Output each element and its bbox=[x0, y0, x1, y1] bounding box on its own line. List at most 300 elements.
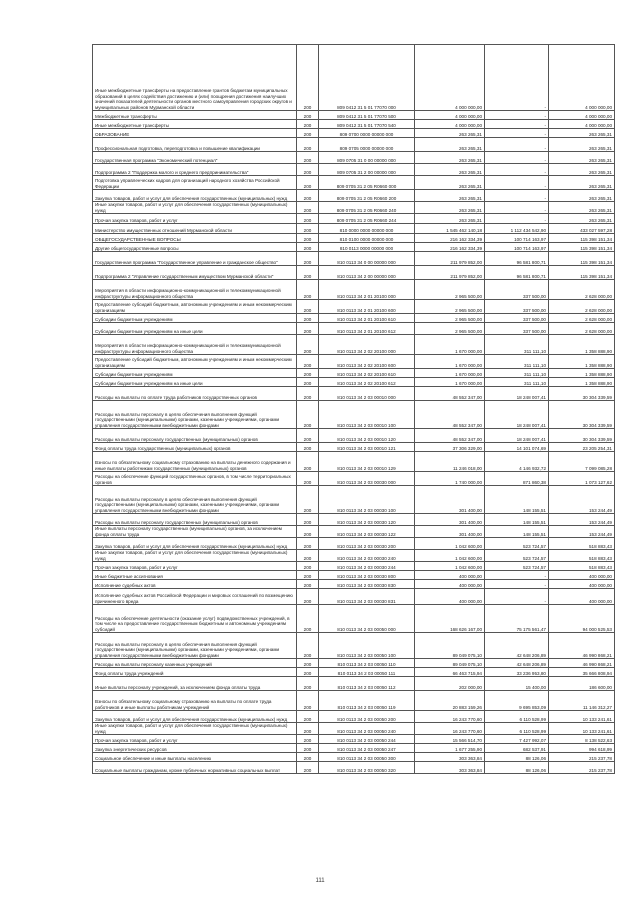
row-unexecuted-amount: 7 099 085,28 bbox=[549, 452, 615, 472]
row-approved-amount: 263 265,31 bbox=[415, 176, 485, 190]
row-code: 200 bbox=[297, 753, 319, 762]
row-name: Министерство имущественных отношений Мурманской области bbox=[93, 224, 297, 234]
table-row bbox=[93, 111, 615, 120]
row-budget-code: 810 0113 34 2 02 20100 612 bbox=[319, 378, 415, 387]
table-row bbox=[93, 323, 615, 335]
row-approved-amount: 48 552 347,00 bbox=[415, 401, 485, 429]
table-row bbox=[93, 266, 615, 280]
row-name: Государственная программа "Экономический потенциал" bbox=[93, 152, 297, 164]
row-name: Межбюджетные трансферты bbox=[93, 111, 297, 120]
row-unexecuted-amount: 1 358 888,90 bbox=[549, 335, 615, 355]
row-unexecuted-amount: 433 027 597,28 bbox=[549, 224, 615, 234]
row-unexecuted-amount: 35 666 808,94 bbox=[549, 668, 615, 677]
row-executed-amount: 1 112 434 542,90 bbox=[485, 224, 549, 234]
row-name: Предоставление субсидий бюджетным, автономным учреждениям и иным некоммерческим организациям bbox=[93, 300, 297, 314]
row-name: Субсидии бюджетным учреждениям на иные цели bbox=[93, 323, 297, 335]
row-approved-amount: 37 306 329,00 bbox=[415, 443, 485, 452]
row-executed-amount: 42 648 206,89 bbox=[485, 659, 549, 668]
table-row bbox=[93, 753, 615, 762]
row-executed-amount: 523 724,57 bbox=[485, 562, 549, 571]
row-name: Расходы на выплаты персоналу в целях обеспечения выполнения функций государственными (муниципальными) органами, казенными учреждениями, органами управления государственными внебюджетными фондами bbox=[93, 401, 297, 429]
table-row bbox=[93, 387, 615, 401]
row-code: 200 bbox=[297, 538, 319, 550]
row-code: 200 bbox=[297, 129, 319, 138]
row-executed-amount: 6 110 528,99 bbox=[485, 711, 549, 723]
row-name: Иные межбюджетные трансферты на предоставление грантов бюджетам муниципальных образований в целях содействия достижению и (или) поощрения достижения наилучших значений показателей деятельности органов местного самоуправления городских округов и муниципальных районов Мурманской области bbox=[93, 45, 297, 111]
row-code: 200 bbox=[297, 243, 319, 252]
row-code: 200 bbox=[297, 677, 319, 691]
row-unexecuted-amount: 263 265,31 bbox=[549, 176, 615, 190]
row-unexecuted-amount: 400 000,00 bbox=[549, 580, 615, 589]
row-approved-amount: 2 965 500,00 bbox=[415, 300, 485, 314]
row-code: 200 bbox=[297, 280, 319, 300]
row-unexecuted-amount: 400 000,00 bbox=[549, 589, 615, 605]
table-row bbox=[93, 300, 615, 314]
row-code: 200 bbox=[297, 711, 319, 723]
row-name: Иные межбюджетные трансферты bbox=[93, 120, 297, 129]
row-approved-amount: 4 000 000,00 bbox=[415, 111, 485, 120]
row-name: Субсидии бюджетным учреждениям bbox=[93, 314, 297, 323]
row-code: 200 bbox=[297, 300, 319, 314]
row-budget-code: 810 0113 34 2 03 00050 200 bbox=[319, 711, 415, 723]
row-budget-code: 810 0113 34 2 00 00000 000 bbox=[319, 266, 415, 280]
row-executed-amount: 311 111,10 bbox=[485, 369, 549, 378]
row-budget-code: 809 0412 31 5 01 77070 500 bbox=[319, 111, 415, 120]
row-code: 200 bbox=[297, 152, 319, 164]
table-row bbox=[93, 633, 615, 659]
row-name: Закупка товаров, работ и услуг для обеспечения государственных (муниципальных) нужд bbox=[93, 190, 297, 202]
row-code: 200 bbox=[297, 633, 319, 659]
row-approved-amount: 2 965 500,00 bbox=[415, 323, 485, 335]
row-approved-amount: 301 400,00 bbox=[415, 526, 485, 538]
row-executed-amount: 15 400,00 bbox=[485, 677, 549, 691]
row-code: 200 bbox=[297, 486, 319, 514]
row-executed-amount: 148 155,51 bbox=[485, 526, 549, 538]
row-approved-amount: 89 049 075,10 bbox=[415, 633, 485, 659]
row-unexecuted-amount: 186 600,00 bbox=[549, 677, 615, 691]
row-budget-code: 809 0412 31 5 01 77070 000 bbox=[319, 45, 415, 111]
row-name: Исполнение судебных актов bbox=[93, 580, 297, 589]
budget-table bbox=[92, 44, 615, 774]
row-code: 200 bbox=[297, 224, 319, 234]
row-approved-amount: 303 363,84 bbox=[415, 753, 485, 762]
table-row bbox=[93, 176, 615, 190]
row-unexecuted-amount: 115 398 151,34 bbox=[549, 243, 615, 252]
row-executed-amount: - bbox=[485, 571, 549, 580]
row-code: 200 bbox=[297, 45, 319, 111]
row-executed-amount: - bbox=[485, 164, 549, 176]
row-approved-amount: 211 979 852,00 bbox=[415, 252, 485, 266]
row-budget-code: 810 0113 34 2 03 00050 000 bbox=[319, 605, 415, 633]
row-budget-code: 810 0113 34 2 03 00030 800 bbox=[319, 571, 415, 580]
row-executed-amount: 148 155,51 bbox=[485, 514, 549, 526]
row-approved-amount: 89 049 075,10 bbox=[415, 659, 485, 668]
row-executed-amount: 18 248 007,41 bbox=[485, 387, 549, 401]
row-name: Иные бюджетные ассигнования bbox=[93, 571, 297, 580]
row-code: 200 bbox=[297, 252, 319, 266]
row-approved-amount: 1 670 000,00 bbox=[415, 355, 485, 369]
row-executed-amount: 14 101 074,69 bbox=[485, 443, 549, 452]
row-executed-amount: - bbox=[485, 45, 549, 111]
row-unexecuted-amount: 4 000 000,00 bbox=[549, 45, 615, 111]
row-unexecuted-amount: 11 146 312,27 bbox=[549, 691, 615, 711]
row-executed-amount: 96 581 800,71 bbox=[485, 266, 549, 280]
row-name: Расходы на выплаты персоналу казенных учреждений bbox=[93, 659, 297, 668]
row-name: Иные закупки товаров, работ и услуг для обеспечения государственных (муниципальных) нужд bbox=[93, 202, 297, 214]
row-unexecuted-amount: 8 138 522,63 bbox=[549, 735, 615, 744]
row-budget-code: 810 0113 34 0 00 00000 000 bbox=[319, 252, 415, 266]
table-row bbox=[93, 443, 615, 452]
table-row bbox=[93, 452, 615, 472]
table-row bbox=[93, 589, 615, 605]
row-name: Расходы на обеспечение функций государственных органов, в том числе территориальных органов bbox=[93, 472, 297, 486]
row-name: Фонд оплаты труда учреждений bbox=[93, 668, 297, 677]
row-budget-code: 810 0113 0000 00000 000 bbox=[319, 243, 415, 252]
row-unexecuted-amount: 4 000 000,00 bbox=[549, 120, 615, 129]
row-unexecuted-amount: 153 244,49 bbox=[549, 526, 615, 538]
table-row bbox=[93, 401, 615, 429]
row-unexecuted-amount: 994 618,99 bbox=[549, 744, 615, 753]
row-approved-amount: 263 265,31 bbox=[415, 129, 485, 138]
row-approved-amount: 16 243 770,60 bbox=[415, 711, 485, 723]
row-code: 200 bbox=[297, 369, 319, 378]
table-row bbox=[93, 550, 615, 562]
row-approved-amount: 1 670 000,00 bbox=[415, 369, 485, 378]
table-row bbox=[93, 378, 615, 387]
table-row bbox=[93, 538, 615, 550]
row-code: 200 bbox=[297, 378, 319, 387]
row-unexecuted-amount: 2 628 000,00 bbox=[549, 314, 615, 323]
row-name: Предоставление субсидий бюджетным, автономным учреждениям и иным некоммерческим организациям bbox=[93, 355, 297, 369]
row-name: ОБЩЕГОСУДАРСТВЕННЫЕ ВОПРОСЫ bbox=[93, 234, 297, 243]
table-row bbox=[93, 526, 615, 538]
row-name: Прочая закупка товаров, работ и услуг bbox=[93, 562, 297, 571]
row-name: Расходы на выплаты персоналу в целях обеспечения выполнения функций государственными (муниципальными) органами, казенными учреждениями, органами управления государственными внебюджетными фондами bbox=[93, 633, 297, 659]
row-budget-code: 809 0705 31 2 05 R0660 240 bbox=[319, 202, 415, 214]
row-code: 200 bbox=[297, 335, 319, 355]
row-unexecuted-amount: 46 990 868,21 bbox=[549, 633, 615, 659]
row-budget-code: 810 0113 34 2 03 00050 112 bbox=[319, 677, 415, 691]
row-unexecuted-amount: 23 205 254,31 bbox=[549, 443, 615, 452]
row-name: Исполнение судебных актов Российской Федерации и мировых соглашений по возмещению причиненного вреда bbox=[93, 589, 297, 605]
row-unexecuted-amount: 153 244,49 bbox=[549, 486, 615, 514]
row-budget-code: 810 0113 34 2 03 00010 121 bbox=[319, 443, 415, 452]
row-code: 200 bbox=[297, 355, 319, 369]
row-name: Прочая закупка товаров, работ и услуг bbox=[93, 214, 297, 224]
row-name: Подпрограмма 2 "Поддержка малого и среднего предпринимательства" bbox=[93, 164, 297, 176]
row-code: 200 bbox=[297, 214, 319, 224]
row-budget-code: 810 0113 34 2 03 00050 110 bbox=[319, 659, 415, 668]
row-approved-amount: 2 965 500,00 bbox=[415, 280, 485, 300]
row-executed-amount: 337 500,00 bbox=[485, 300, 549, 314]
row-executed-amount: - bbox=[485, 152, 549, 164]
row-executed-amount: - bbox=[485, 111, 549, 120]
row-unexecuted-amount: 263 265,31 bbox=[549, 202, 615, 214]
row-approved-amount: 202 000,00 bbox=[415, 677, 485, 691]
table-row bbox=[93, 571, 615, 580]
row-unexecuted-amount: 263 265,31 bbox=[549, 152, 615, 164]
row-budget-code: 810 0113 34 2 03 00030 122 bbox=[319, 526, 415, 538]
row-code: 200 bbox=[297, 266, 319, 280]
row-name: Иные закупки товаров, работ и услуг для обеспечения государственных (муниципальных) нужд bbox=[93, 550, 297, 562]
row-executed-amount: 4 146 932,72 bbox=[485, 452, 549, 472]
row-executed-amount: 42 648 206,89 bbox=[485, 633, 549, 659]
row-budget-code: 810 0100 0000 00000 000 bbox=[319, 234, 415, 243]
row-code: 200 bbox=[297, 735, 319, 744]
row-code: 200 bbox=[297, 589, 319, 605]
row-executed-amount: - bbox=[485, 190, 549, 202]
row-code: 200 bbox=[297, 723, 319, 735]
table-row bbox=[93, 243, 615, 252]
row-budget-code: 810 0113 34 2 03 00010 120 bbox=[319, 429, 415, 443]
row-approved-amount: 4 000 000,00 bbox=[415, 45, 485, 111]
row-approved-amount: 48 552 347,00 bbox=[415, 387, 485, 401]
row-approved-amount: 263 265,31 bbox=[415, 152, 485, 164]
row-executed-amount: - bbox=[485, 214, 549, 224]
table-row bbox=[93, 723, 615, 735]
row-executed-amount: 75 175 561,47 bbox=[485, 605, 549, 633]
row-name: Профессиональная подготовка, переподготовка и повышение квалификации bbox=[93, 138, 297, 152]
table-row bbox=[93, 129, 615, 138]
row-budget-code: 809 0412 31 5 01 77070 540 bbox=[319, 120, 415, 129]
row-code: 200 bbox=[297, 514, 319, 526]
row-budget-code: 810 0113 34 2 03 00030 120 bbox=[319, 514, 415, 526]
row-approved-amount: 400 000,00 bbox=[415, 580, 485, 589]
row-name: Расходы на обеспечение деятельности (оказание услуг) подведомственных учреждений, в том числе на предоставление государственным бюджетным и автономным учреждениям субсидий bbox=[93, 605, 297, 633]
row-executed-amount: - bbox=[485, 589, 549, 605]
table-row bbox=[93, 429, 615, 443]
row-executed-amount: 96 581 800,71 bbox=[485, 252, 549, 266]
row-approved-amount: 20 883 159,26 bbox=[415, 691, 485, 711]
row-executed-amount: 148 155,51 bbox=[485, 486, 549, 514]
row-budget-code: 810 0113 34 2 02 20100 610 bbox=[319, 369, 415, 378]
row-code: 200 bbox=[297, 605, 319, 633]
table-row bbox=[93, 152, 615, 164]
row-executed-amount: 337 500,00 bbox=[485, 280, 549, 300]
table-row bbox=[93, 472, 615, 486]
row-approved-amount: 11 246 018,00 bbox=[415, 452, 485, 472]
row-name: Закупка товаров, работ и услуг для обеспечения государственных (муниципальных) нужд bbox=[93, 711, 297, 723]
row-unexecuted-amount: 115 398 151,34 bbox=[549, 252, 615, 266]
row-code: 200 bbox=[297, 744, 319, 753]
row-name: Фонд оплаты труда государственных (муниципальных) органов bbox=[93, 443, 297, 452]
row-approved-amount: 168 626 167,00 bbox=[415, 605, 485, 633]
row-code: 200 bbox=[297, 176, 319, 190]
row-code: 200 bbox=[297, 401, 319, 429]
row-unexecuted-amount: 30 304 339,59 bbox=[549, 401, 615, 429]
row-approved-amount: 216 162 334,39 bbox=[415, 234, 485, 243]
table-row bbox=[93, 335, 615, 355]
row-code: 200 bbox=[297, 668, 319, 677]
row-budget-code: 810 0113 34 2 03 00010 100 bbox=[319, 401, 415, 429]
row-budget-code: 810 0113 34 2 03 00050 247 bbox=[319, 744, 415, 753]
row-executed-amount: 9 695 853,09 bbox=[485, 691, 549, 711]
table-row bbox=[93, 202, 615, 214]
row-executed-amount: 33 236 953,80 bbox=[485, 668, 549, 677]
row-executed-amount: - bbox=[485, 120, 549, 129]
row-executed-amount: - bbox=[485, 129, 549, 138]
row-code: 200 bbox=[297, 138, 319, 152]
table-row bbox=[93, 252, 615, 266]
row-executed-amount: 523 724,57 bbox=[485, 538, 549, 550]
row-unexecuted-amount: 400 000,00 bbox=[549, 571, 615, 580]
row-budget-code: 810 0113 34 2 01 20100 612 bbox=[319, 323, 415, 335]
row-budget-code: 810 0113 34 2 03 00030 244 bbox=[319, 562, 415, 571]
row-code: 200 bbox=[297, 571, 319, 580]
row-code: 200 bbox=[297, 190, 319, 202]
row-approved-amount: 1 670 000,00 bbox=[415, 378, 485, 387]
row-budget-code: 810 0113 34 2 02 20100 600 bbox=[319, 355, 415, 369]
row-budget-code: 810 0113 34 2 03 00010 129 bbox=[319, 452, 415, 472]
row-approved-amount: 263 265,31 bbox=[415, 202, 485, 214]
row-unexecuted-amount: 46 990 868,21 bbox=[549, 659, 615, 668]
table-row bbox=[93, 711, 615, 723]
table-row bbox=[93, 744, 615, 753]
row-unexecuted-amount: 153 244,49 bbox=[549, 514, 615, 526]
row-executed-amount: 88 126,06 bbox=[485, 762, 549, 774]
row-unexecuted-amount: 518 883,43 bbox=[549, 550, 615, 562]
row-budget-code: 810 0113 34 2 03 00030 000 bbox=[319, 472, 415, 486]
row-approved-amount: 1 545 462 140,18 bbox=[415, 224, 485, 234]
row-executed-amount: - bbox=[485, 138, 549, 152]
row-budget-code: 810 0113 34 2 01 20100 000 bbox=[319, 280, 415, 300]
row-approved-amount: 66 463 715,94 bbox=[415, 668, 485, 677]
row-name: Закупка энергетических ресурсов bbox=[93, 744, 297, 753]
row-approved-amount: 400 000,00 bbox=[415, 589, 485, 605]
table-row bbox=[93, 605, 615, 633]
row-unexecuted-amount: 10 133 241,61 bbox=[549, 723, 615, 735]
row-name: ОБРАЗОВАНИЕ bbox=[93, 129, 297, 138]
row-code: 200 bbox=[297, 164, 319, 176]
row-budget-code: 809 0705 31 2 00 00000 000 bbox=[319, 164, 415, 176]
row-executed-amount: - bbox=[485, 176, 549, 190]
row-unexecuted-amount: 4 000 000,00 bbox=[549, 111, 615, 120]
row-code: 200 bbox=[297, 429, 319, 443]
row-approved-amount: 211 979 852,00 bbox=[415, 266, 485, 280]
table-row bbox=[93, 214, 615, 224]
row-executed-amount: - bbox=[485, 580, 549, 589]
row-approved-amount: 263 265,31 bbox=[415, 190, 485, 202]
table-row bbox=[93, 735, 615, 744]
row-executed-amount: 337 500,00 bbox=[485, 323, 549, 335]
row-executed-amount: 7 427 992,07 bbox=[485, 735, 549, 744]
row-code: 200 bbox=[297, 111, 319, 120]
row-code: 200 bbox=[297, 443, 319, 452]
row-budget-code: 809 0705 31 2 05 R0660 244 bbox=[319, 214, 415, 224]
row-budget-code: 810 0113 34 2 03 00030 830 bbox=[319, 580, 415, 589]
row-unexecuted-amount: 1 358 888,90 bbox=[549, 369, 615, 378]
row-unexecuted-amount: 518 883,43 bbox=[549, 538, 615, 550]
row-approved-amount: 301 400,00 bbox=[415, 486, 485, 514]
table-row bbox=[93, 138, 615, 152]
table-row bbox=[93, 562, 615, 571]
row-code: 200 bbox=[297, 452, 319, 472]
row-approved-amount: 4 000 000,00 bbox=[415, 120, 485, 129]
row-executed-amount: 100 714 163,97 bbox=[485, 243, 549, 252]
row-unexecuted-amount: 263 265,31 bbox=[549, 190, 615, 202]
table-row bbox=[93, 355, 615, 369]
table-row bbox=[93, 762, 615, 774]
row-budget-code: 810 0113 34 2 01 20100 610 bbox=[319, 314, 415, 323]
row-unexecuted-amount: 263 265,31 bbox=[549, 164, 615, 176]
row-budget-code: 810 0113 34 2 03 00030 100 bbox=[319, 486, 415, 514]
row-unexecuted-amount: 115 398 151,34 bbox=[549, 234, 615, 243]
table-row bbox=[93, 691, 615, 711]
row-approved-amount: 2 965 500,00 bbox=[415, 314, 485, 323]
row-code: 200 bbox=[297, 387, 319, 401]
row-unexecuted-amount: 30 304 339,59 bbox=[549, 387, 615, 401]
row-approved-amount: 1 042 600,00 bbox=[415, 550, 485, 562]
row-executed-amount: 311 111,10 bbox=[485, 335, 549, 355]
row-name: Социальные выплаты гражданам, кроме публичных нормативных социальных выплат bbox=[93, 762, 297, 774]
row-name: Другие общегосударственные вопросы bbox=[93, 243, 297, 252]
row-unexecuted-amount: 518 883,43 bbox=[549, 562, 615, 571]
row-unexecuted-amount: 263 265,31 bbox=[549, 138, 615, 152]
row-budget-code: 810 0113 34 2 03 00050 111 bbox=[319, 668, 415, 677]
table-row bbox=[93, 668, 615, 677]
row-unexecuted-amount: 115 398 151,34 bbox=[549, 266, 615, 280]
row-unexecuted-amount: 215 237,78 bbox=[549, 762, 615, 774]
row-name: Прочая закупка товаров, работ и услуг bbox=[93, 735, 297, 744]
row-budget-code: 810 0113 34 2 03 00050 240 bbox=[319, 723, 415, 735]
row-approved-amount: 48 552 347,00 bbox=[415, 429, 485, 443]
row-approved-amount: 263 265,31 bbox=[415, 138, 485, 152]
table-row bbox=[93, 224, 615, 234]
row-approved-amount: 1 042 600,00 bbox=[415, 538, 485, 550]
row-executed-amount: 871 860,38 bbox=[485, 472, 549, 486]
row-approved-amount: 216 162 334,39 bbox=[415, 243, 485, 252]
row-budget-code: 810 0113 34 2 03 00030 831 bbox=[319, 589, 415, 605]
row-name: Расходы на выплаты по оплате труда работников государственных органов bbox=[93, 387, 297, 401]
row-name: Государственная программа "Государственное управление и гражданское общество" bbox=[93, 252, 297, 266]
row-executed-amount: 523 724,57 bbox=[485, 550, 549, 562]
row-executed-amount: 18 248 007,41 bbox=[485, 429, 549, 443]
table-row bbox=[93, 234, 615, 243]
row-budget-code: 810 0000 0000 00000 000 bbox=[319, 224, 415, 234]
row-executed-amount: 100 714 163,97 bbox=[485, 234, 549, 243]
row-name: Субсидии бюджетным учреждениям bbox=[93, 369, 297, 378]
row-approved-amount: 263 265,31 bbox=[415, 164, 485, 176]
row-budget-code: 810 0113 34 2 03 00050 244 bbox=[319, 735, 415, 744]
row-code: 200 bbox=[297, 120, 319, 129]
page-number: 111 bbox=[315, 878, 325, 884]
row-code: 200 bbox=[297, 580, 319, 589]
row-name: Расходы на выплаты персоналу государственных (муниципальных) органов bbox=[93, 429, 297, 443]
row-unexecuted-amount: 215 237,78 bbox=[549, 753, 615, 762]
row-budget-code: 810 0113 34 2 03 00030 240 bbox=[319, 550, 415, 562]
row-code: 200 bbox=[297, 202, 319, 214]
row-approved-amount: 15 566 514,70 bbox=[415, 735, 485, 744]
row-executed-amount: 6 110 528,99 bbox=[485, 723, 549, 735]
row-approved-amount: 16 243 770,60 bbox=[415, 723, 485, 735]
row-executed-amount: 337 500,00 bbox=[485, 314, 549, 323]
row-name: Социальное обеспечение и иные выплаты населению bbox=[93, 753, 297, 762]
row-approved-amount: 1 740 000,00 bbox=[415, 472, 485, 486]
row-budget-code: 809 0705 31 2 05 R0660 000 bbox=[319, 176, 415, 190]
table-row bbox=[93, 369, 615, 378]
row-code: 200 bbox=[297, 314, 319, 323]
row-name: Взносы по обязательному социальному страхованию на выплаты по оплате труда работников и иные выплаты работникам учреждений bbox=[93, 691, 297, 711]
row-name: Подготовка управленческих кадров для организаций народного хозяйства Российской Федерации bbox=[93, 176, 297, 190]
row-unexecuted-amount: 10 133 241,61 bbox=[549, 711, 615, 723]
row-code: 200 bbox=[297, 762, 319, 774]
table-row bbox=[93, 280, 615, 300]
table-row bbox=[93, 120, 615, 129]
row-unexecuted-amount: 2 628 000,00 bbox=[549, 280, 615, 300]
row-budget-code: 809 0705 31 2 05 R0660 200 bbox=[319, 190, 415, 202]
table-row bbox=[93, 45, 615, 111]
table-row bbox=[93, 580, 615, 589]
